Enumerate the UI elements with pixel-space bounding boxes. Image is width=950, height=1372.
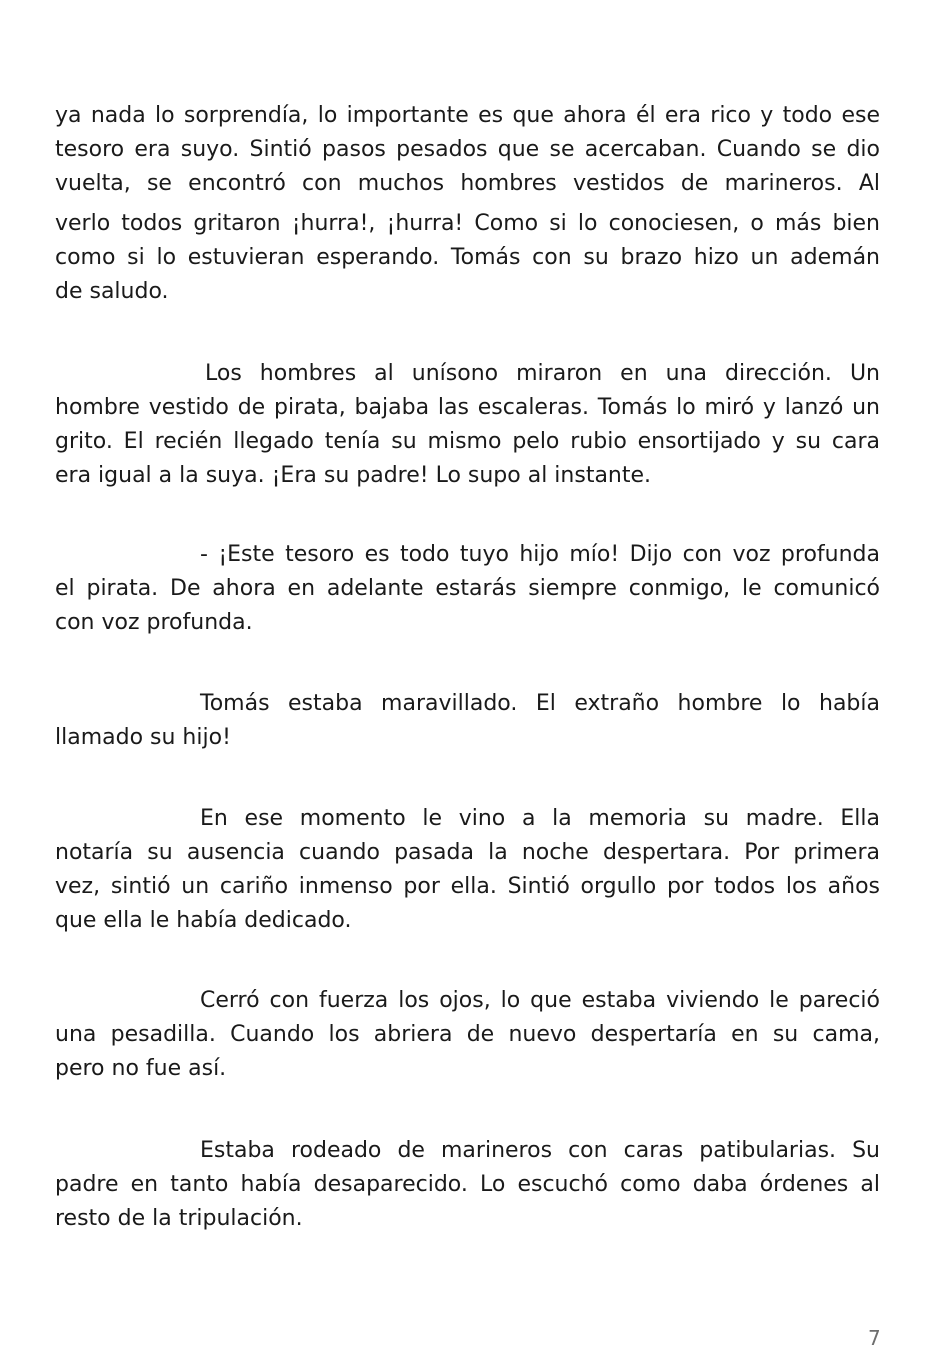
- paragraph-4: [55, 687, 880, 755]
- paragraph-line: En ese momento le vino a la memoria su madre. Ella: [200, 806, 880, 831]
- paragraph-line: pero no fue así.: [55, 1056, 227, 1081]
- paragraph-7: [55, 1134, 880, 1236]
- paragraph-6: [55, 984, 880, 1086]
- paragraph-line: verlo todos gritaron ¡hurra!, ¡hurra! Como si lo conociesen, o más bien: [55, 211, 880, 236]
- paragraph-line: notaría su ausencia cuando pasada la noche despertara. Por primera: [55, 840, 880, 865]
- paragraph-line: resto de la tripulación.: [55, 1206, 303, 1231]
- paragraph-line: ya nada lo sorprendía, lo importante es que ahora él era rico y todo ese: [55, 103, 880, 128]
- paragraph-line: con voz profunda.: [55, 610, 253, 635]
- paragraph-line: Cerró con fuerza los ojos, lo que estaba viviendo le pareció: [200, 988, 880, 1013]
- paragraph-line: como si lo estuvieran esperando. Tomás con su brazo hizo un ademán: [55, 245, 880, 270]
- paragraph-line: una pesadilla. Cuando los abriera de nuevo despertaría en su cama,: [55, 1022, 880, 1047]
- paragraph-1: [55, 99, 880, 309]
- paragraph-line: llamado su hijo!: [55, 725, 231, 750]
- paragraph-line: hombre vestido de pirata, bajaba las escaleras. Tomás lo miró y lanzó un: [55, 395, 880, 420]
- paragraph-line: Tomás estaba maravillado. El extraño hombre lo había: [200, 691, 880, 716]
- paragraph-5: [55, 802, 880, 938]
- paragraph-line: Los hombres al unísono miraron en una dirección. Un: [205, 361, 880, 386]
- paragraph-line: era igual a la suya. ¡Era su padre! Lo supo al instante.: [55, 463, 652, 488]
- paragraph-line: Estaba rodeado de marineros con caras patibularias. Su: [200, 1138, 880, 1163]
- paragraph-line: tesoro era suyo. Sintió pasos pesados que se acercaban. Cuando se dio: [55, 137, 880, 162]
- paragraph-line: - ¡Este tesoro es todo tuyo hijo mío! Dijo con voz profunda: [200, 542, 880, 567]
- paragraph-line: el pirata. De ahora en adelante estarás siempre conmigo, le comunicó: [55, 576, 880, 601]
- paragraph-line: grito. El recién llegado tenía su mismo pelo rubio ensortijado y su cara: [55, 429, 880, 454]
- paragraph-3: [55, 538, 880, 640]
- paragraph-line: padre en tanto había desaparecido. Lo escuchó como daba órdenes al: [55, 1172, 880, 1197]
- page-number: 7: [868, 1326, 881, 1350]
- paragraph-2: [55, 357, 880, 493]
- paragraph-line: que ella le había dedicado.: [55, 908, 352, 933]
- paragraph-line: de saludo.: [55, 279, 169, 304]
- paragraph-line: vez, sintió un cariño inmenso por ella. Sintió orgullo por todos los años: [55, 874, 880, 899]
- paragraph-line: vuelta, se encontró con muchos hombres vestidos de marineros. Al: [55, 171, 880, 196]
